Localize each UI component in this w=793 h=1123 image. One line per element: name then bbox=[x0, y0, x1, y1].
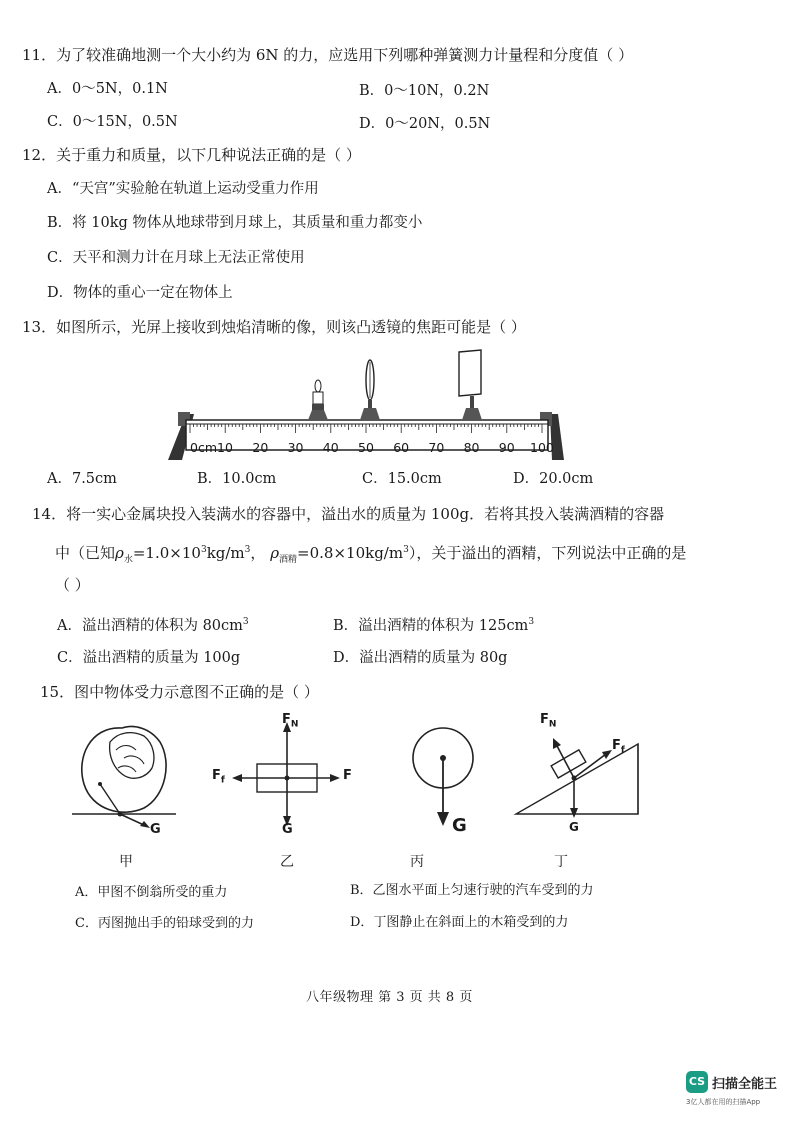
q13-option-c: C．15.0cm bbox=[362, 471, 442, 487]
figure-caption-bing: 丙 bbox=[410, 854, 424, 870]
alcohol-subscript: 酒精 bbox=[279, 555, 298, 565]
q14-stem2-pre: 中（已知 bbox=[55, 544, 116, 562]
ruler-start-label: 0cm10 bbox=[190, 440, 233, 455]
unit-exponent: 3 bbox=[244, 545, 251, 555]
candle bbox=[308, 380, 328, 420]
q12-option-a: A．“天宫”实验舱在轨道上运动受重力作用 bbox=[47, 181, 319, 197]
q14-option-c: C．溢出酒精的质量为 100g bbox=[57, 650, 241, 666]
light-screen bbox=[459, 350, 482, 420]
page-footer: 八年级物理 第 3 页 共 8 页 bbox=[306, 990, 473, 1005]
scanner-app-name: 扫描全能王 bbox=[712, 1077, 778, 1092]
q11-option-a: A．0～5N，0.1N bbox=[47, 81, 168, 97]
ruler-tick-label: 100 bbox=[530, 440, 554, 455]
q14-stem: 14．将一实心金属块投入装满水的容器中，溢出水的质量为 100g．若将其投入装满酒精的容器 bbox=[32, 505, 665, 523]
q12-option-c: C．天平和测力计在月球上无法正常使用 bbox=[47, 250, 305, 266]
figure-jia-tumbler bbox=[70, 718, 180, 838]
q12-option-d: D．物体的重心一定在物体上 bbox=[47, 285, 233, 301]
alcohol-density-value: =0.8×10kg/m bbox=[297, 544, 404, 562]
ding-friction-label: $F_f$ bbox=[612, 738, 625, 756]
rho-symbol: ρ bbox=[115, 544, 124, 562]
figure-caption-jia: 甲 bbox=[119, 854, 133, 870]
yi-friction-label: $F_f$ bbox=[212, 768, 225, 786]
figure-bing-shotput bbox=[400, 722, 490, 832]
q11-stem: 11．为了较准确地测一个大小约为 6N 的力，应选用下列哪种弹簧测力计量程和分度值（ ） bbox=[22, 46, 634, 64]
q14-answer-paren: （ ） bbox=[55, 576, 90, 594]
q13-stem: 13．如图所示，光屏上接收到烛焰清晰的像，则该凸透镜的焦距可能是（ ） bbox=[22, 318, 526, 336]
figure-caption-ding: 丁 bbox=[554, 854, 568, 870]
jia-gravity-label: G bbox=[150, 822, 161, 837]
q13-option-a: A．7.5cm bbox=[47, 471, 117, 487]
scanner-tagline: 3亿人都在用的扫描App bbox=[686, 1098, 761, 1106]
q14-stem-line2 bbox=[55, 540, 686, 570]
figure-ding-incline bbox=[510, 716, 650, 826]
ruler-tick-label: 40 bbox=[322, 440, 339, 455]
unit: kg/m bbox=[206, 544, 245, 562]
separator: ， bbox=[250, 544, 266, 562]
unit-exponent-2: 3 bbox=[403, 545, 409, 555]
q14-option-b: B．溢出酒精的体积为 $125cm^3$ bbox=[333, 617, 535, 634]
water-density-value: =1.0×10 bbox=[132, 544, 201, 562]
figure-caption-yi: 乙 bbox=[280, 854, 294, 870]
ruler-tick-label: 80 bbox=[463, 440, 480, 455]
ding-gravity-label: G bbox=[569, 820, 579, 834]
exponent: 3 bbox=[200, 545, 207, 555]
q12-stem: 12．关于重力和质量，以下几种说法正确的是（ ） bbox=[22, 146, 361, 164]
q11-option-c: C．0～15N，0.5N bbox=[47, 114, 178, 130]
yi-traction-label: F bbox=[343, 768, 352, 783]
q12-option-b: B．将 10kg 物体从地球带到月球上，其质量和重力都变小 bbox=[47, 215, 423, 231]
ruler-tick-label: 20 bbox=[252, 440, 269, 455]
ruler-tick-label: 70 bbox=[428, 440, 445, 455]
yi-gravity-label: G bbox=[282, 822, 293, 837]
q15-option-d: D．丁图静止在斜面上的木箱受到的力 bbox=[350, 915, 569, 930]
q15-option-a: A．甲图不倒翁所受的重力 bbox=[75, 885, 228, 900]
ding-normal-force-label: $F_N$ bbox=[540, 712, 557, 730]
yi-normal-force-label: $F_N$ bbox=[282, 712, 299, 730]
ruler-tick-label: 30 bbox=[287, 440, 304, 455]
q15-stem: 15．图中物体受力示意图不正确的是（ ） bbox=[40, 683, 319, 701]
rho-symbol-2: ρ bbox=[270, 544, 280, 562]
scanner-logo-icon: CS bbox=[686, 1071, 708, 1093]
q14-stem2-post: ），关于溢出的酒精，下列说法中正确的是 bbox=[408, 544, 687, 562]
q14-option-a: A．溢出酒精的体积为 $80cm^3$ bbox=[57, 617, 249, 634]
q13-option-d: D．20.0cm bbox=[513, 471, 594, 487]
q14-option-d: D．溢出酒精的质量为 80g bbox=[333, 650, 508, 666]
water-subscript: 水 bbox=[123, 555, 133, 565]
bing-gravity-label: G bbox=[452, 815, 467, 836]
q13-option-b: B．10.0cm bbox=[197, 471, 277, 487]
q11-option-b: B．0～10N，0.2N bbox=[359, 83, 490, 99]
q15-option-c: C．丙图抛出手的铅球受到的力 bbox=[75, 916, 254, 931]
ruler-tick-label: 50 bbox=[358, 440, 374, 455]
ruler-tick-label: 90 bbox=[498, 440, 515, 455]
ruler-tick-label: 60 bbox=[393, 440, 410, 455]
q15-option-b: B．乙图水平面上匀速行驶的汽车受到的力 bbox=[350, 883, 594, 898]
convex-lens bbox=[360, 360, 380, 420]
q11-option-d: D．0～20N，0.5N bbox=[359, 116, 491, 132]
